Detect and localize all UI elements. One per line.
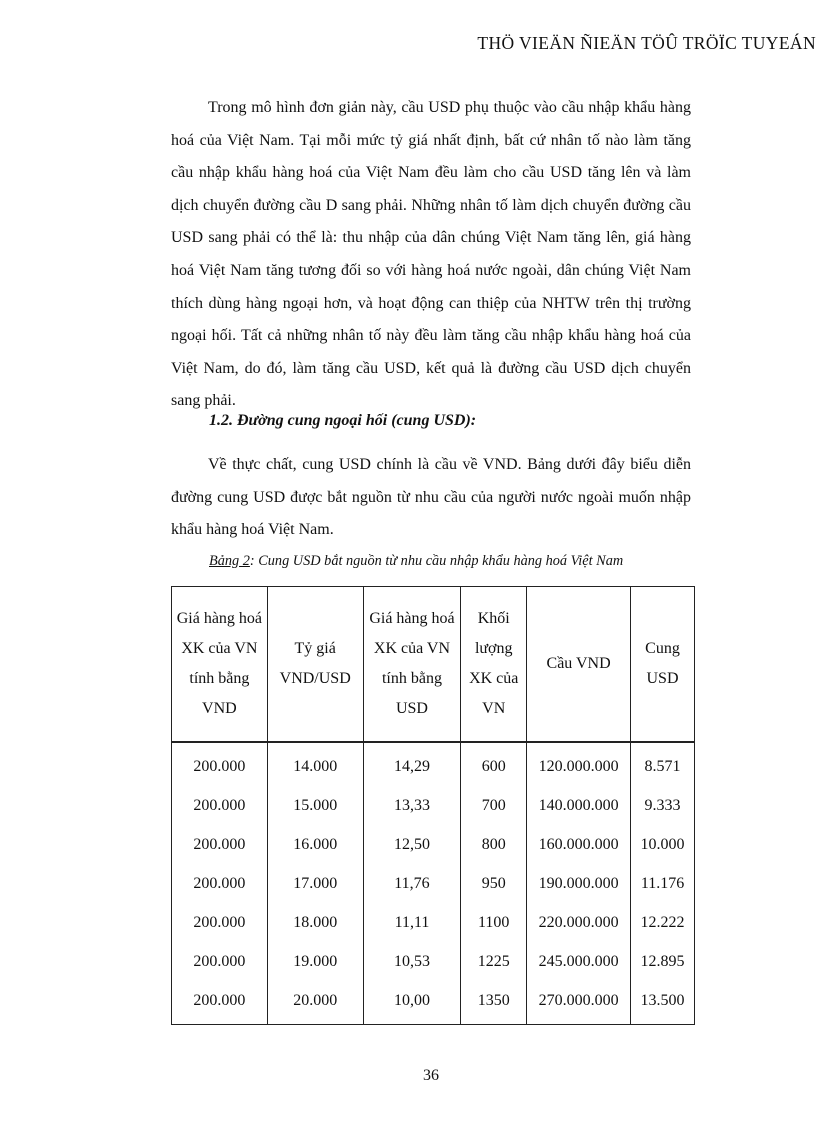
table-cell: 11.176 [631,864,695,903]
table-cell: 270.000.000 [527,981,631,1025]
col-header-export-price-vnd: Giá hàng hoá XK của VN tính bằng VND [172,587,268,743]
table-cell: 200.000 [172,981,268,1025]
running-header: THÖ VIEÄN ÑIEÄN TÖÛ TRÖÏC TUYEÁN [477,33,816,53]
table-row [172,825,695,864]
table-cell: 8.571 [631,742,695,786]
table-cell: 18.000 [267,903,363,942]
paragraph-supply-intro [171,449,691,547]
table-cell: 245.000.000 [527,942,631,981]
table-cell: 13.500 [631,981,695,1025]
table-cell: 9.333 [631,786,695,825]
table-cell: 14.000 [267,742,363,786]
table-cell: 950 [461,864,527,903]
paragraph-2-text: Về thực chất, cung USD chính là cầu về VND. Bảng dưới đây biểu diễn đường cung USD được bắt nguồn từ nhu cầu của người nước ngoài muốn nhập khẩu hàng hoá Việt Nam. [171,456,691,539]
table-caption-text: : Cung USD bắt nguồn từ nhu cầu nhập khẩu hàng hoá Việt Nam [249,553,624,569]
table-cell: 12.895 [631,942,695,981]
table-cell: 17.000 [267,864,363,903]
table-cell: 10,00 [363,981,461,1025]
table-cell: 10,53 [363,942,461,981]
table-cell: 200.000 [172,786,268,825]
col-header-export-price-usd: Giá hàng hoá XK của VN tính bằng USD [363,587,461,743]
table-caption-label: Bảng 2 [209,553,250,569]
table-cell: 11,76 [363,864,461,903]
page-number: 36 [423,1067,439,1084]
col-header-vnd-demand: Cầu VND [527,587,631,743]
table-cell: 200.000 [172,864,268,903]
table-cell: 1350 [461,981,527,1025]
table-cell: 200.000 [172,942,268,981]
col-header-export-volume: Khối lượng XK của VN [461,587,527,743]
section-heading: 1.2. Đường cung ngoại hối (cung USD): [209,412,477,429]
table-caption [209,553,623,570]
table-cell: 140.000.000 [527,786,631,825]
table-cell: 16.000 [267,825,363,864]
table-cell: 160.000.000 [527,825,631,864]
table-row [172,942,695,981]
table-row [172,742,695,786]
table-cell: 11,11 [363,903,461,942]
table-cell: 10.000 [631,825,695,864]
table-cell: 190.000.000 [527,864,631,903]
table-cell: 200.000 [172,825,268,864]
paragraph-1-text: Trong mô hình đơn giản này, cầu USD phụ thuộc vào cầu nhập khẩu hàng hoá của Việt Nam. Tại mỗi mức tỷ giá nhất định, bất cứ nhân tố nào làm tăng cầu nhập khẩu hàng hoá của Việt Nam đều làm cho cầu USD tăng lên và làm dịch chuyển đường cầu D sang phải. Những nhân tố làm dịch chuyển đường cầu USD sang phải có thể là: thu nhập của dân chúng Việt Nam tăng lên, giá hàng hoá Việt Nam tăng tương đối so với hàng hoá nước ngoài, dân chúng Việt Nam thích dùng hàng ngoại hơn, và hoạt động can thiệp của NHTW trên thị trường ngoại hối. Tất cả những nhân tố này đều làm tăng cầu nhập khẩu hàng hoá của Việt Nam, do đó, làm tăng cầu USD, kết quả là đường cầu USD dịch chuyển sang phải. [171,99,691,410]
table-header-row [172,587,695,743]
table-cell: 800 [461,825,527,864]
table-cell: 200.000 [172,903,268,942]
table-row [172,786,695,825]
table-row [172,903,695,942]
supply-usd-table [171,586,695,1025]
table-cell: 700 [461,786,527,825]
table-cell: 15.000 [267,786,363,825]
col-header-exchange-rate: Tỷ giá VND/USD [267,587,363,743]
table-cell: 19.000 [267,942,363,981]
table-cell: 120.000.000 [527,742,631,786]
table-row [172,981,695,1025]
table-cell: 600 [461,742,527,786]
table-row [172,864,695,903]
table-cell: 200.000 [172,742,268,786]
table-cell: 20.000 [267,981,363,1025]
col-header-usd-supply: Cung USD [631,587,695,743]
table-cell: 12.222 [631,903,695,942]
table-cell: 220.000.000 [527,903,631,942]
paragraph-demand-factors [171,92,691,418]
table-cell: 1225 [461,942,527,981]
table-cell: 1100 [461,903,527,942]
table-cell: 13,33 [363,786,461,825]
table-cell: 12,50 [363,825,461,864]
table-cell: 14,29 [363,742,461,786]
